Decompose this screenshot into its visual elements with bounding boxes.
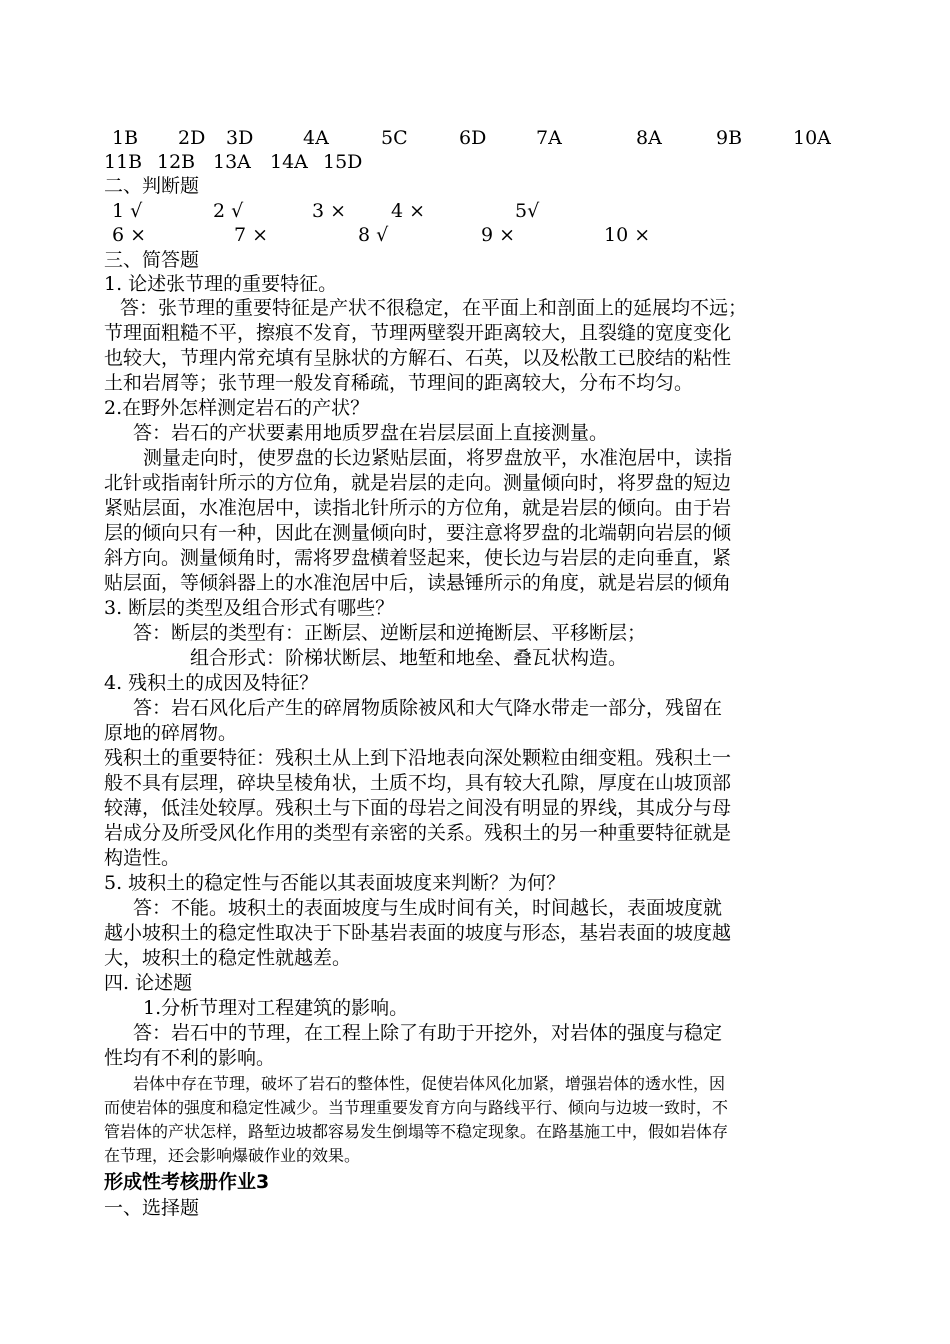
answer-line: 紧贴层面，水准泡居中，读指北针所示的方位角，就是岩层的倾向。由于岩 (104, 497, 732, 519)
answer-item: 10A (793, 127, 831, 149)
answer-item: 3D (226, 127, 254, 149)
answer-item: 9 × (481, 224, 516, 246)
answer-item: 2 √ (213, 200, 244, 222)
answer-item: 4A (303, 127, 329, 149)
answer-item: 3 × (312, 200, 347, 222)
answer-line: 原地的碎屑物。 (104, 722, 238, 744)
answer-item: 5C (381, 127, 408, 149)
answer-line: 岩成分及所受风化作用的类型有亲密的关系。残积土的另一种重要特征就是 (104, 822, 732, 844)
answer-line: 越小坡积土的稳定性取决于下卧基岩表面的坡度与形态，基岩表面的坡度越 (104, 922, 732, 944)
answer-line: 答：不能。坡积土的表面坡度与生成时间有关，时间越长，表面坡度就 (133, 897, 723, 919)
answer-line: 北针或指南针所示的方位角，就是岩层的走向。测量倾向时，将罗盘的短边 (104, 472, 732, 494)
answer-item: 14A (270, 151, 308, 173)
answer-line: 残积土的重要特征：残积土从上到下沿地表向深处颗粒由细变粗。残积土一 (104, 747, 732, 769)
section-heading: 一、选择题 (104, 1197, 200, 1219)
question-title: 4. 残积土的成因及特征？ (104, 672, 319, 694)
answer-line: 管岩体的产状怎样，路堑边坡都容易发生倒塌等不稳定现象。在路基施工中，假如岩体存 (104, 1122, 729, 1141)
answer-line: 组合形式：阶梯状断层、地堑和地垒、叠瓦状构造。 (190, 647, 628, 669)
answer-line: 大，坡积土的稳定性就越差。 (104, 947, 352, 969)
section-heading: 四. 论述题 (104, 972, 193, 994)
answer-line: 答：断层的类型有：正断层、逆断层和逆掩断层、平移断层； (133, 622, 647, 644)
answer-item: 15D (323, 151, 363, 173)
page-heading: 形成性考核册作业3 (104, 1171, 270, 1193)
answer-line: 也较大，节理内常充填有呈脉状的方解石、石英，以及松散工已胶结的粘性 (104, 347, 732, 369)
answer-item: 4 × (391, 200, 426, 222)
answer-item: 2D (178, 127, 206, 149)
answer-line: 答：岩石中的节理，在工程上除了有助于开挖外，对岩体的强度与稳定 (133, 1022, 723, 1044)
answer-item: 6D (459, 127, 487, 149)
answer-item: 13A (213, 151, 251, 173)
section-heading: 二、判断题 (104, 175, 200, 197)
section-heading: 三、简答题 (104, 249, 200, 271)
answer-line: 较薄，低洼处较厚。残积土与下面的母岩之间没有明显的界线，其成分与母 (104, 797, 732, 819)
question-title: 3. 断层的类型及组合形式有哪些？ (104, 597, 395, 619)
answer-line: 层的倾向只有一种，因此在测量倾向时，要注意将罗盘的北端朝向岩层的倾 (104, 522, 732, 544)
answer-item: 1 √ (112, 200, 143, 222)
question-title: 1.分析节理对工程建筑的影响。 (143, 997, 409, 1019)
answer-line: 斜方向。测量倾角时，需将罗盘横着竖起来，使长边与岩层的走向垂直，紧 (104, 547, 732, 569)
answer-item: 7 × (234, 224, 269, 246)
answer-item: 6 × (112, 224, 147, 246)
answer-item: 7A (536, 127, 562, 149)
answer-line: 答：岩石的产状要素用地质罗盘在岩层层面上直接测量。 (133, 422, 609, 444)
answer-item: 5√ (515, 200, 540, 222)
answer-line: 而使岩体的强度和稳定性减少。当节理重要发育方向与路线平行、倾向与边坡一致时，不 (104, 1098, 729, 1117)
answer-line: 般不具有层理，碎块呈棱角状，土质不均，具有较大孔隙，厚度在山坡顶部 (104, 772, 732, 794)
answer-line: 土和岩屑等；张节理一般发育稀疏，节理间的距离较大，分布不均匀。 (104, 372, 694, 394)
answer-line: 岩体中存在节理，破坏了岩石的整体性，促使岩体风化加紧，增强岩体的透水性，因 (133, 1074, 726, 1093)
answer-line: 答：岩石风化后产生的碎屑物质除被风和大气降水带走一部分，残留在 (133, 697, 723, 719)
question-title: 1. 论述张节理的重要特征。 (104, 273, 338, 295)
answer-item: 10 × (604, 224, 651, 246)
answer-line: 性均有不利的影响。 (104, 1047, 276, 1069)
answer-item: 8 √ (358, 224, 389, 246)
answer-item: 11B (104, 151, 143, 173)
answer-item: 8A (636, 127, 662, 149)
answer-item: 1B (112, 127, 139, 149)
answer-item: 12B (157, 151, 196, 173)
answer-line: 构造性。 (104, 847, 181, 869)
question-title: 2.在野外怎样测定岩石的产状？ (104, 397, 370, 419)
answer-line: 节理面粗糙不平，擦痕不发育，节理两壁裂开距离较大，且裂缝的宽度变化 (104, 322, 732, 344)
answer-item: 9B (716, 127, 743, 149)
answer-line: 答：张节理的重要特征是产状不很稳定，在平面上和剖面上的延展均不远； (120, 297, 748, 319)
answer-line: 测量走向时，使罗盘的长边紧贴层面，将罗盘放平，水准泡居中，读指 (143, 447, 733, 469)
question-title: 5. 坡积土的稳定性与否能以其表面坡度来判断？为何？ (104, 872, 566, 894)
answer-line: 贴层面，等倾斜器上的水准泡居中后，读悬锤所示的角度，就是岩层的倾角 (104, 572, 732, 594)
answer-line: 在节理，还会影响爆破作业的效果。 (104, 1146, 361, 1165)
